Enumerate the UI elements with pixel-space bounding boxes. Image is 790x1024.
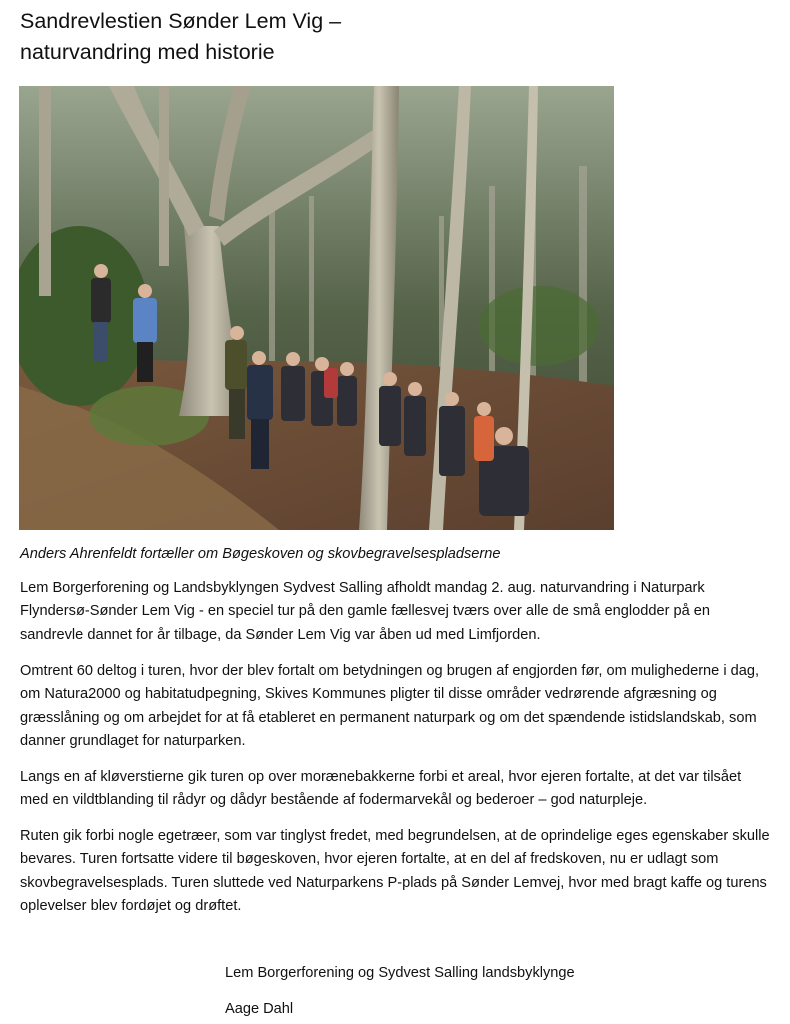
photo-caption: Anders Ahrenfeldt fortæller om Bøgeskoven og skovbegravelsespladserne bbox=[20, 546, 501, 562]
page-title bbox=[20, 6, 580, 68]
paragraph-2: Omtrent 60 deltog i turen, hvor der blev fortalt om betydningen og brugen af engjorden før, om mulighederne i dag, om Natura2000 og habitatudpegning, Skives Kommunes pligter til disse områder vedrørende afgræsning og græsslåning og om arbejdet for at få etableret en permanent naturpark og om det spændende istidslandskab, som danner grundlaget for naturparken. bbox=[20, 663, 760, 750]
paragraph-4: Ruten gik forbi nogle egetræer, som var tinglyst fredet, med begrundelsen, at de oprindelige eges egenskaber skulle bevares. Turen fortsatte videre til bøgeskoven, hvor ejeren fortalte, at en del af fredskoven, nu er udlagt som skovbegravelsesplads. Turen sluttede ved Naturparkens P-plads på Sønder Lemvej, hvor med bragt kaffe og turens oplevelser blev fordøjet og drøftet. bbox=[20, 828, 770, 915]
title-line-1: Sandrevlestien Sønder Lem Vig – bbox=[20, 9, 342, 33]
paragraph-3: Langs en af kløverstierne gik turen op over morænebakkerne forbi et areal, hvor ejeren fortalte, at det var tilsået med en vildtblanding til rådyr og dådyr bestående af fodermarvekål og bederoer – god naturpleje. bbox=[20, 769, 742, 809]
signature-name: Aage Dahl bbox=[225, 1001, 294, 1017]
forest-walk-photo bbox=[19, 86, 614, 530]
title-line-2: naturvandring med historie bbox=[20, 40, 275, 64]
paragraph-1: Lem Borgerforening og Landsbyklyngen Sydvest Salling afholdt mandag 2. aug. naturvandring i Naturpark Flyndersø-Sønder Lem Vig - en speciel tur på den gamle fællesvej tværs over alle de små englodder på en sandrevle dannet for år tilbage, da Sønder Lem Vig var åben ud med Limfjorden. bbox=[20, 580, 711, 643]
signature-organization: Lem Borgerforening og Sydvest Salling landsbyklynge bbox=[225, 965, 575, 981]
